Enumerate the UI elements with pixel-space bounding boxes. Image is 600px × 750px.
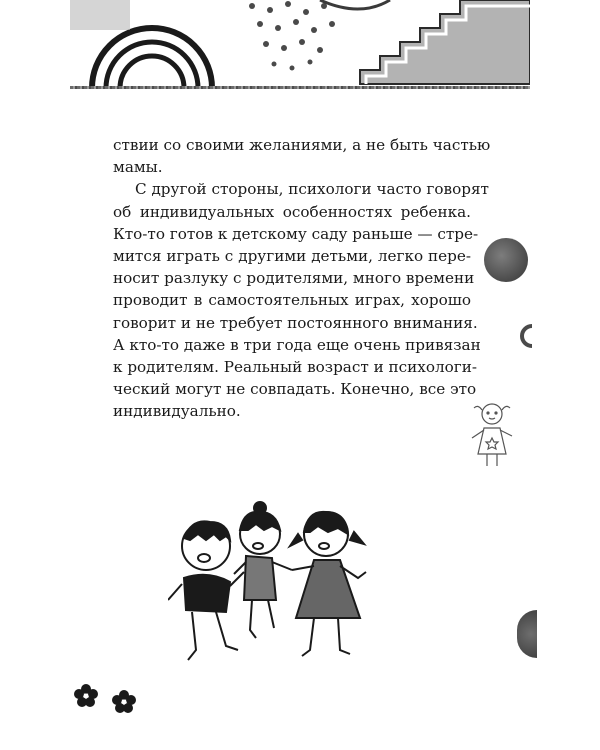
dots-pattern-icon — [249, 1, 335, 71]
children-running-illustration — [168, 500, 388, 680]
text-line: мамы. — [113, 158, 163, 177]
text-line: к родителям. Реальный возраст и психологи- — [113, 358, 477, 377]
top-decoration — [70, 0, 530, 92]
half-circle-blob-icon — [517, 610, 537, 658]
top-divider — [70, 86, 530, 89]
text-line: А кто-то даже в три года еще очень привязан — [113, 335, 481, 354]
text-line: мится играть с другими детьми, легко пере- — [113, 247, 471, 266]
text-line: индивидуально. — [113, 402, 241, 421]
boy-figure — [168, 521, 244, 660]
text-line: Кто-то готов к детскому саду раньше — стре- — [113, 224, 479, 243]
girl-doodle-icon — [462, 398, 522, 470]
girl-figure-middle — [234, 502, 292, 638]
flower-icons — [72, 680, 142, 720]
text-line: ствии со своими желаниями, а не быть частью — [113, 136, 491, 154]
text-line: говорит и не требует постоянного внимания. — [113, 313, 478, 332]
text-line: носит разлуку с родителями, много времени — [113, 269, 475, 288]
staircase-icon — [360, 0, 530, 84]
flower-icon — [112, 690, 136, 713]
text-line: об индивидуальных особенностях ребенка. — [113, 202, 471, 221]
text-line: С другой стороны, психологи часто говорят — [135, 180, 489, 199]
body-text — [113, 134, 491, 423]
flower-icon — [74, 684, 98, 707]
paragraph-2 — [113, 178, 489, 422]
circle-blob-icon — [484, 238, 528, 282]
text-line: проводит в самостоятельных играх, хорошо — [113, 291, 471, 310]
girl-figure-right — [290, 512, 366, 656]
swirl-decoration — [320, 0, 390, 9]
rainbow-arch-icon — [92, 28, 212, 88]
text-line: ческий могут не совпадать. Конечно, все это — [113, 380, 477, 399]
arc-decoration-icon — [510, 322, 534, 350]
paragraph-1 — [113, 134, 491, 178]
